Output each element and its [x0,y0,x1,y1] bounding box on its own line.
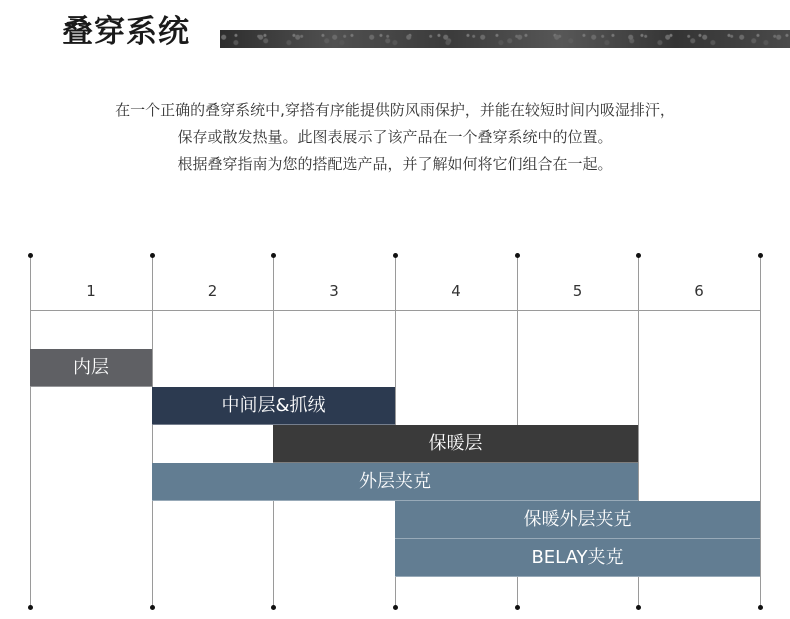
grid-line-1 [152,255,153,607]
column-number-4: 4 [451,282,461,300]
bottom-dot-4 [515,605,520,610]
layer-bar-1: 内层 [30,349,152,387]
layer-bar-4: 外层夹克 [152,463,638,501]
layer-bar-2: 中间层&抓绒 [152,387,395,425]
bottom-dot-0 [28,605,33,610]
top-dot-3 [393,253,398,258]
header-divider [30,310,760,311]
top-dot-1 [150,253,155,258]
bottom-dot-5 [636,605,641,610]
top-dot-6 [758,253,763,258]
intro-line-1: 在一个正确的叠穿系统中,穿搭有序能提供防风雨保护，并能在较短时间内吸湿排汗， [115,101,675,119]
bottom-dot-6 [758,605,763,610]
column-number-5: 5 [572,282,583,300]
layer-bar-5: 保暖外层夹克 [395,501,760,539]
bottom-dot-3 [393,605,398,610]
intro-line-3: 根据叠穿指南为您的搭配选产品，并了解如何将它们组合在一起。 [177,155,613,173]
intro-line-2: 保存或散发热量。此图表展示了该产品在一个叠穿系统中的位置。 [177,128,613,146]
top-dot-0 [28,253,33,258]
grid-line-6 [760,255,761,607]
page-title: 叠穿系统 [62,14,190,50]
grid-line-0 [30,255,31,607]
column-number-2: 2 [207,282,218,300]
layer-bar-6: BELAY夹克 [395,539,760,577]
top-dot-2 [271,253,276,258]
bottom-dot-1 [150,605,155,610]
top-dot-4 [515,253,520,258]
layer-bar-3: 保暖层 [273,425,638,463]
column-number-1: 1 [86,282,96,300]
bottom-dot-2 [271,605,276,610]
column-number-6: 6 [694,282,704,300]
column-number-3: 3 [329,282,339,300]
top-dot-5 [636,253,641,258]
